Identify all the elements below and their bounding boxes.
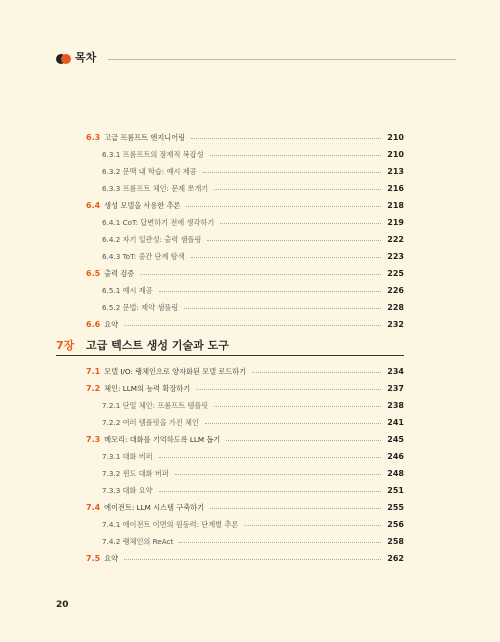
toc-entry[interactable] xyxy=(86,499,404,516)
entry-page: 248 xyxy=(387,469,404,478)
entry-page: 210 xyxy=(387,150,404,159)
section-number: 6.3 xyxy=(86,133,101,142)
entry-label: 6.4.1 CoT: 답변하기 전에 생각하기 xyxy=(102,218,215,227)
dot-leader xyxy=(159,457,382,458)
section-number: 7.1 xyxy=(86,367,101,376)
section-number: 7.5 xyxy=(86,554,101,563)
entry-page: 255 xyxy=(387,503,404,512)
dot-leader xyxy=(226,440,381,441)
dot-leader xyxy=(124,559,381,560)
entry-page: 256 xyxy=(387,520,404,529)
entry-label: 6.4.3 ToT: 중간 단계 탐색 xyxy=(102,252,185,261)
dot-leader xyxy=(186,206,381,207)
entry-page: 241 xyxy=(387,418,404,427)
entry-page: 225 xyxy=(387,269,404,278)
entry-label: 7.3.3 대화 요약 xyxy=(102,486,153,495)
toc-section-7 xyxy=(86,363,404,567)
toc-entry[interactable] xyxy=(86,197,404,214)
dot-leader xyxy=(159,291,382,292)
section-number: 7.3 xyxy=(86,435,101,444)
dot-leader xyxy=(179,542,381,543)
dot-leader xyxy=(175,474,381,475)
toc-subentry[interactable] xyxy=(86,414,404,431)
chapter-number: 7장 xyxy=(56,339,75,352)
toc-entry[interactable] xyxy=(86,380,404,397)
toc-entry[interactable] xyxy=(86,265,404,282)
dot-leader xyxy=(220,223,381,224)
entry-label: 7.3.1 대화 버퍼 xyxy=(102,452,153,461)
entry-page: 258 xyxy=(387,537,404,546)
entry-label: 요약 xyxy=(104,554,119,563)
dot-leader xyxy=(214,406,381,407)
entry-label: 6.5.1 예시 제공 xyxy=(102,286,153,295)
toc-entry[interactable] xyxy=(86,316,404,333)
dot-leader xyxy=(214,189,381,190)
entry-page: 226 xyxy=(387,286,404,295)
section-number: 6.4 xyxy=(86,201,101,210)
header-rule xyxy=(108,59,456,60)
toc-section-6 xyxy=(86,129,404,333)
toc-subentry[interactable] xyxy=(86,533,404,550)
entry-page: 216 xyxy=(387,184,404,193)
chapter-rule xyxy=(56,355,404,356)
chapter-heading xyxy=(56,337,404,357)
entry-label: 7.4.2 랭체인의 ReAct xyxy=(102,537,174,546)
dot-leader xyxy=(210,155,382,156)
dot-leader xyxy=(159,491,382,492)
bullet-dots-icon xyxy=(56,54,70,64)
toc-subentry[interactable] xyxy=(86,516,404,533)
entry-label: 7.2.2 여러 템플릿을 가진 체인 xyxy=(102,418,199,427)
entry-label: 체인: LLM의 능력 확장하기 xyxy=(104,384,191,393)
entry-page: 237 xyxy=(387,384,404,393)
entry-label: 요약 xyxy=(104,320,119,329)
entry-page: 246 xyxy=(387,452,404,461)
dot-leader xyxy=(140,274,381,275)
toc-subentry[interactable] xyxy=(86,465,404,482)
entry-label: 6.4.2 자기 일관성: 출력 샘플링 xyxy=(102,235,202,244)
entry-page: 234 xyxy=(387,367,404,376)
entry-label: 고급 프롬프트 엔지니어링 xyxy=(104,133,186,142)
toc-subentry[interactable] xyxy=(86,282,404,299)
entry-page: 228 xyxy=(387,303,404,312)
dot-leader xyxy=(205,423,381,424)
toc-entry[interactable] xyxy=(86,431,404,448)
toc-subentry[interactable] xyxy=(86,397,404,414)
entry-page: 210 xyxy=(387,133,404,142)
toc-header xyxy=(56,52,456,66)
toc-entry[interactable] xyxy=(86,129,404,146)
section-number: 7.4 xyxy=(86,503,101,512)
entry-label: 7.4.1 에이전트 이면의 원동력: 단계별 추론 xyxy=(102,520,239,529)
toc-subentry[interactable] xyxy=(86,248,404,265)
toc-subentry[interactable] xyxy=(86,146,404,163)
dot-leader xyxy=(191,257,382,258)
section-number: 6.6 xyxy=(86,320,101,329)
entry-label: 6.5.2 문법: 제약 샘플링 xyxy=(102,303,179,312)
chapter-title: 고급 텍스트 생성 기술과 도구 xyxy=(86,339,229,352)
entry-label: 모델 I/O: 랭체인으로 양자화된 모델 로드하기 xyxy=(104,367,247,376)
dot-leader xyxy=(196,389,381,390)
entry-page: 223 xyxy=(387,252,404,261)
entry-label: 에이전트: LLM 시스템 구축하기 xyxy=(104,503,205,512)
page-number: 20 xyxy=(56,600,69,610)
entry-page: 222 xyxy=(387,235,404,244)
entry-page: 262 xyxy=(387,554,404,563)
entry-page: 213 xyxy=(387,167,404,176)
toc-subentry[interactable] xyxy=(86,299,404,316)
entry-label: 6.3.3 프롬프트 체인: 문제 쪼개기 xyxy=(102,184,209,193)
entry-page: 238 xyxy=(387,401,404,410)
toc-subentry[interactable] xyxy=(86,214,404,231)
toc-subentry[interactable] xyxy=(86,231,404,248)
toc-subentry[interactable] xyxy=(86,163,404,180)
entry-label: 6.3.2 문맥 내 학습: 예시 제공 xyxy=(102,167,197,176)
dot-leader xyxy=(207,240,381,241)
toc-entry[interactable] xyxy=(86,550,404,567)
toc-title: 목차 xyxy=(75,51,97,64)
toc-subentry[interactable] xyxy=(86,180,404,197)
toc-subentry[interactable] xyxy=(86,448,404,465)
dot-leader xyxy=(244,525,381,526)
dot-leader xyxy=(191,138,381,139)
entry-label: 생성 모델을 사용한 추론 xyxy=(104,201,181,210)
toc-subentry[interactable] xyxy=(86,482,404,499)
entry-label: 메모리: 대화를 기억하도록 LLM 돕기 xyxy=(104,435,221,444)
section-number: 6.5 xyxy=(86,269,101,278)
dot-leader xyxy=(124,325,381,326)
dot-leader xyxy=(210,508,381,509)
dot-leader xyxy=(252,372,381,373)
dot-leader xyxy=(184,308,381,309)
entry-label: 출력 검증 xyxy=(104,269,135,278)
entry-page: 218 xyxy=(387,201,404,210)
dot-leader xyxy=(203,172,382,173)
entry-page: 245 xyxy=(387,435,404,444)
entry-label: 6.3.1 프롬프트의 잠재적 복잡성 xyxy=(102,150,204,159)
entry-page: 219 xyxy=(387,218,404,227)
entry-label: 7.3.2 윈도 대화 버퍼 xyxy=(102,469,169,478)
entry-page: 232 xyxy=(387,320,404,329)
toc-entry[interactable] xyxy=(86,363,404,380)
section-number: 7.2 xyxy=(86,384,101,393)
entry-label: 7.2.1 단일 체인: 프롬프트 템플릿 xyxy=(102,401,209,410)
entry-page: 251 xyxy=(387,486,404,495)
